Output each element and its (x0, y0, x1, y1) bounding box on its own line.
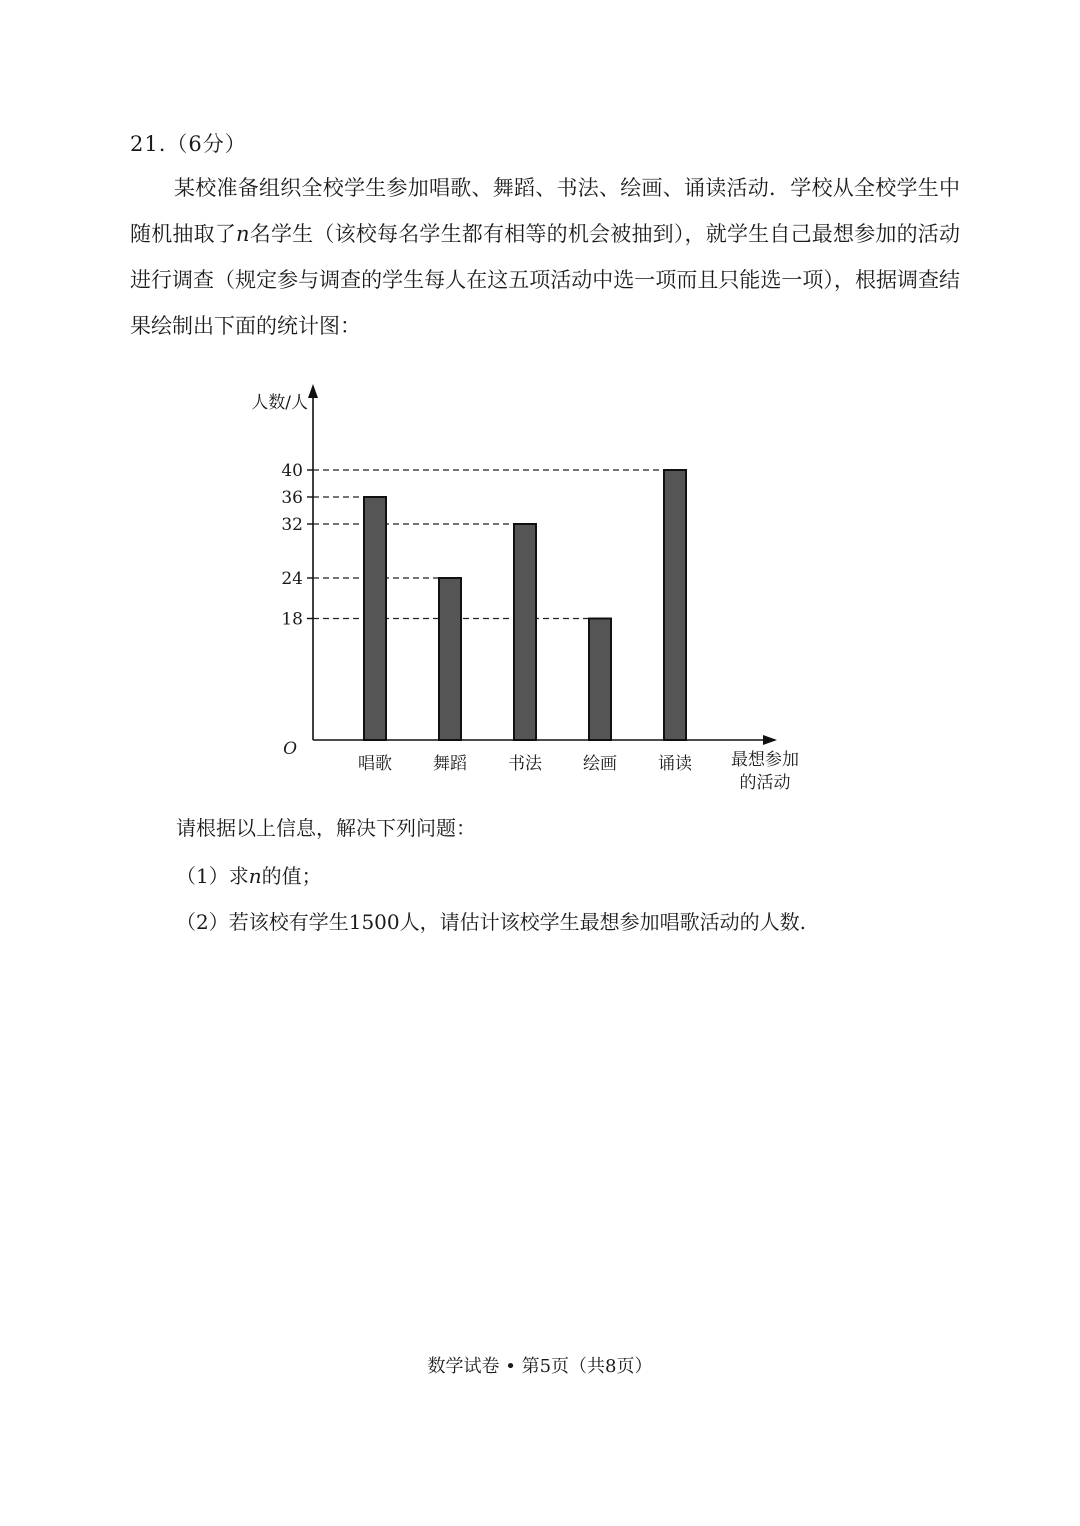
variable-n: n (236, 222, 250, 246)
y-axis-arrow (308, 384, 318, 398)
paragraph-part-2: 名学生（该校每名学生都有相等的机会被抽到），就学生自己最想参加的活动进行调查（规定参与调查的学生每人在这五项活动中选一项而且只能选一项），根据调查结果绘制出下面的统计图： (130, 222, 961, 338)
y-tick-label-1: 24 (281, 569, 303, 589)
x-tick-label-4: 诵读 (658, 754, 692, 774)
y-tick-label-0: 18 (281, 609, 303, 630)
x-tick-label-0: 唱歌 (358, 754, 392, 774)
y-axis-title: 人数/人 (251, 393, 308, 413)
paragraph-part-1: 某校准备组织全校学生参加唱歌、舞蹈、书法、绘画、诵读活动．学校从全校学生中随机抽取了 (130, 176, 960, 246)
x-axis-arrow (763, 735, 777, 745)
x-tick-label-2: 书法 (508, 754, 542, 774)
y-tick-label-2: 32 (281, 515, 303, 535)
x-axis-title-line2: 的活动 (739, 773, 791, 793)
bar-1 (439, 578, 461, 740)
bar-0 (364, 497, 386, 740)
origin-label: O (283, 739, 297, 759)
y-tick-label-3: 36 (281, 488, 303, 508)
sub-question-2: （2）若该校有学生1500人，请估计该校学生最想参加唱歌活动的人数. (176, 910, 806, 934)
bar-chart (230, 380, 830, 800)
x-tick-label-3: 绘画 (583, 754, 617, 774)
instruction-lead: 请根据以上信息，解决下列问题： (176, 816, 476, 840)
x-axis-title-line1: 最想参加 (731, 750, 799, 770)
question-paragraph (130, 165, 960, 349)
bar-3 (589, 619, 611, 741)
sub-question-1-var: n (248, 864, 262, 888)
page-footer: 数学试卷 • 第5页（共8页） (427, 1356, 653, 1377)
y-tick-label-4: 40 (281, 461, 303, 481)
question-number: 21.（6分） (130, 132, 247, 156)
sub-question-1-prefix: （1）求 (176, 864, 249, 888)
bar-2 (514, 524, 536, 740)
bar-4 (664, 470, 686, 740)
x-tick-label-1: 舞蹈 (433, 754, 467, 774)
sub-question-1-suffix: 的值； (261, 864, 322, 888)
sub-question-1 (176, 860, 322, 889)
